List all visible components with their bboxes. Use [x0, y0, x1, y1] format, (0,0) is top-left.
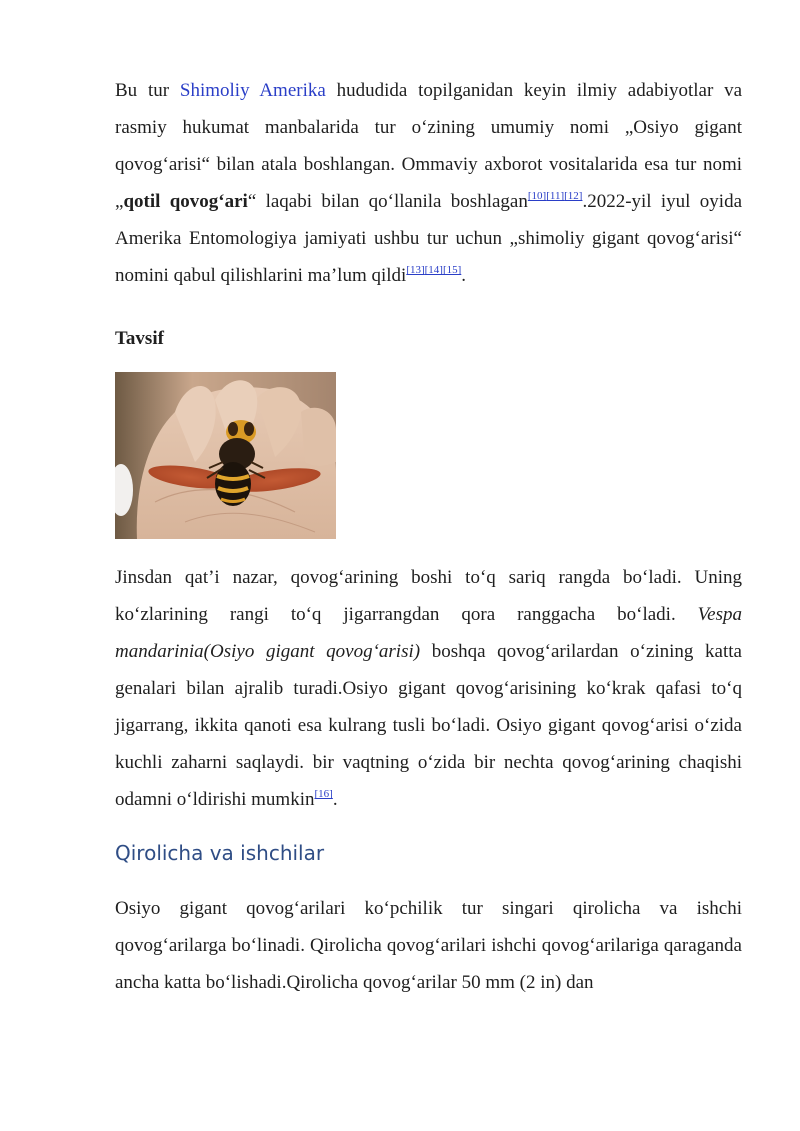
text-run: Bu tur — [115, 80, 180, 101]
text-run: hududida topilganidan keyin ilmiy adabiyotlar va rasmiy hukumat manbalarida tur o‘zining umumiy nomi „Osiyo gigant qovog‘arisi“ bilan atala boshlangan. Ommaviy axborot vositalarida esa tur nomi „ — [115, 80, 743, 212]
reference-link[interactable]: [11] — [546, 190, 565, 202]
text-run: . — [461, 265, 467, 286]
document-page — [115, 72, 742, 1001]
heading-tavsif: Tavsif — [115, 328, 164, 349]
reference-link[interactable]: [16] — [314, 788, 333, 800]
reference-group — [528, 190, 583, 202]
reference-link[interactable]: [10] — [527, 190, 547, 202]
paragraph-naming — [115, 72, 742, 294]
reference-link[interactable]: [12] — [564, 190, 583, 202]
reference-group — [315, 788, 333, 800]
hornet-on-hand-photo — [115, 372, 336, 539]
italic-species-name: Vespa mandarinia(Osiyo gigant qovog‘arisi) — [115, 604, 742, 662]
bold-term: qotil qovog‘ari — [123, 191, 248, 212]
reference-link[interactable]: [15] — [442, 264, 462, 276]
paragraph-description — [115, 559, 742, 818]
text-run: “ laqabi bilan qo‘llanila boshlagan — [247, 191, 528, 212]
reference-link[interactable]: [13] — [406, 264, 425, 276]
text-run: boshqa qovog‘arilardan o‘zining katta genalari bilan ajralib turadi.Osiyo gigant qovog‘arisining ko‘krak qafasi to‘q jigarrang, ikkita qanoti esa kulrang tusli bo‘ladi. Osiyo gigant qovog‘arisi o‘zida kuchli zaharni saqlaydi. bir vaqtning o‘zida bir nechta qovog‘arining chaqishi odamni o‘ldirishi mumkin — [115, 641, 742, 810]
reference-link[interactable]: [14] — [424, 264, 443, 276]
text-run: .2022-yil iyul oyida Amerika Entomologiya jamiyati ushbu tur uchun „shimoliy gigant qovog‘arisi“ nomini qabul qilishlarini ma’lum qildi — [115, 191, 743, 286]
text-run: Jinsdan qat’i nazar, qovog‘arining boshi to‘q sariq rangda bo‘ladi. Uning ko‘zlarining rangi to‘q jigarrangdan qora ranggacha bo‘ladi. — [115, 567, 742, 625]
text-run: . — [332, 789, 338, 810]
heading-qirolicha-va-ishchilar: Qirolicha va ishchilar — [115, 841, 325, 865]
link-shimoliy-amerika[interactable]: Shimoliy Amerika — [179, 80, 326, 101]
reference-group — [406, 264, 461, 276]
paragraph-queens-workers: Osiyo gigant qovog‘arilari ko‘pchilik tur singari qirolicha va ishchi qovog‘arilarga bo‘linadi. Qirolicha qovog‘arilari ishchi qovog‘arilariga qaraganda ancha katta bo‘lishadi.Qirolicha qovog‘arilar 50 mm (2 in) dan — [115, 898, 742, 993]
